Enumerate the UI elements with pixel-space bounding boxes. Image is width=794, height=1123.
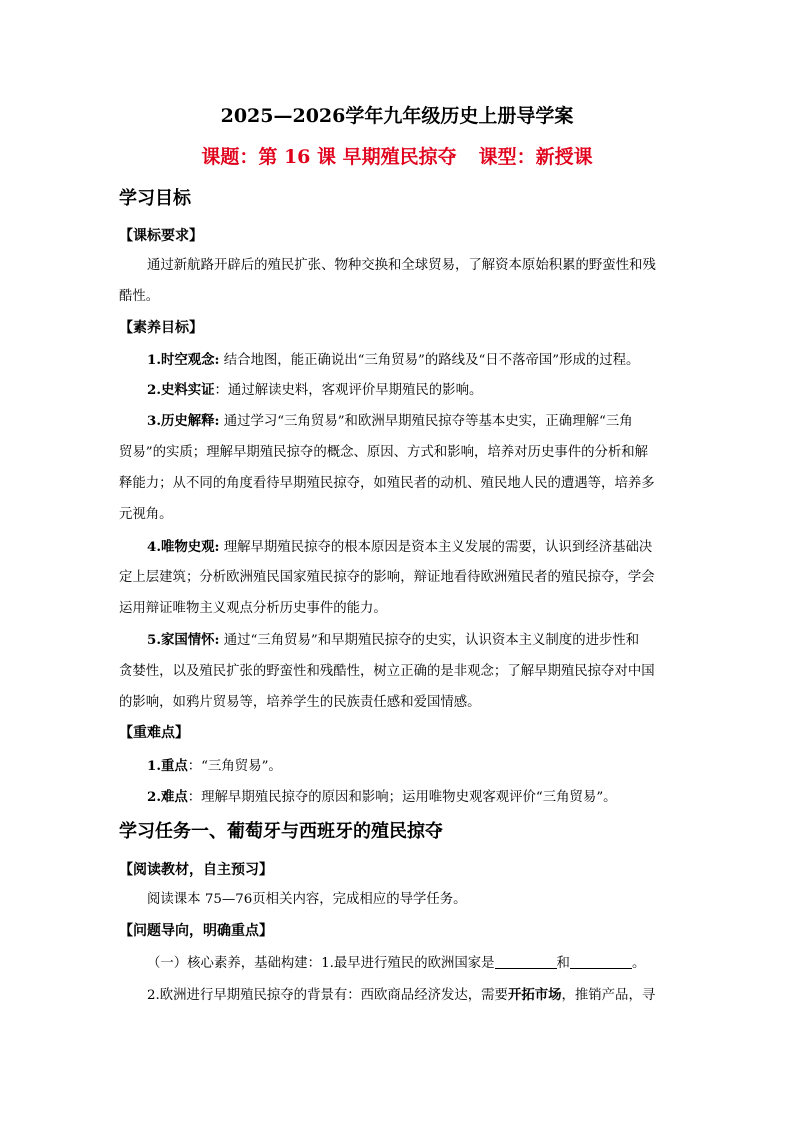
literacy-item-5 <box>147 630 679 651</box>
standard-text-line2: 酷性。 <box>119 289 160 304</box>
literacy-item-3-line3: 释能力；从不同的角度看待早期殖民掠夺，如殖民者的动机、殖民地人民的遭遇等，培养多 <box>119 476 655 491</box>
read-label: 【阅读教材，自主预习】 <box>119 862 273 878</box>
literacy-label: 【素养目标】 <box>119 320 203 336</box>
read-text: 阅读课本 75—76页相关内容，完成相应的导学任务。 <box>147 892 467 907</box>
literacy-item-4 <box>147 537 679 558</box>
literacy-item-5-lead: 5.家国情怀: <box>147 632 220 648</box>
literacy-item-5-line1: 通过“三角贸易”和早期殖民掠夺的史实，认识资本主义制度的进步性和 <box>219 633 640 648</box>
key-points-label: 【重难点】 <box>119 725 189 741</box>
standard-text-line1: 通过新航路开辟后的殖民扩张、物种交换和全球贸易，了解资本原始积累的野蛮性和残 <box>147 258 656 273</box>
literacy-item-3-lead: 3.历史解释: <box>147 413 220 429</box>
literacy-item-2-lead: 2.史料实证 <box>147 382 215 398</box>
lesson-topic: 课题：第 16 课 早期殖民掠夺 <box>201 146 457 168</box>
lesson-subtitle <box>0 144 794 170</box>
literacy-item-4-lead: 4.唯物史观: <box>147 539 220 555</box>
literacy-item-5-line3: 的影响，如鸦片贸易等，培养学生的民族责任感和爱国情感。 <box>119 695 481 710</box>
question-2-text2: ，推销产品，寻 <box>561 988 656 1003</box>
literacy-item-4-line1: 理解早期殖民掠夺的根本原因是资本主义发展的需要，认识到经济基础决 <box>219 540 653 555</box>
literacy-item-1-lead: 1.时空观念: <box>147 352 220 368</box>
literacy-item-2-text: ：通过解读史料，客观评价早期殖民的影响。 <box>214 383 483 398</box>
question-2-bold: 开拓市场 <box>507 987 562 1003</box>
literacy-item-3-line1: 通过学习“三角贸易”和欧洲早期殖民掠夺等基本史实，正确理解“三角 <box>219 414 633 429</box>
literacy-item-4-line3: 运用辩证唯物主义观点分析历史事件的能力。 <box>119 601 387 616</box>
question-1-and: 和 <box>556 956 570 971</box>
lesson-type: 课型：新授课 <box>478 146 593 168</box>
question-1-end: 。 <box>631 956 646 971</box>
literacy-item-1 <box>147 350 679 371</box>
section-heading-task1: 学习任务一、葡萄牙与西班牙的殖民掠夺 <box>119 821 443 842</box>
literacy-item-5-line2: 贪婪性，以及殖民扩张的野蛮性和残酷性，树立正确的是非观念；了解早期殖民掠夺对中国 <box>119 664 655 679</box>
key-point-2 <box>147 787 679 808</box>
key-point-1-text: ：“三角贸易”。 <box>187 759 282 774</box>
document-title: 2025—2026学年九年级历史上册导学案 <box>220 105 574 127</box>
literacy-item-3 <box>147 411 679 432</box>
question-1 <box>147 954 679 974</box>
key-point-1 <box>147 756 679 777</box>
literacy-item-4-line2: 定上层建筑；分析欧洲殖民国家殖民掠夺的影响，辩证地看待欧洲殖民者的殖民掠夺，学会 <box>119 570 655 585</box>
question-2 <box>147 985 679 1006</box>
answer-blank-2[interactable] <box>570 954 632 969</box>
guide-label: 【问题导向，明确重点】 <box>119 923 273 939</box>
literacy-item-1-text: 结合地图，能正确说出“三角贸易”的路线及“日不落帝国”形成的过程。 <box>219 353 640 368</box>
literacy-item-2 <box>147 380 679 401</box>
key-point-2-lead: 2.难点 <box>147 789 188 805</box>
literacy-item-3-line4: 元视角。 <box>119 507 173 522</box>
standard-label: 【课标要求】 <box>119 228 203 244</box>
question-2-text1: 2.欧洲进行早期殖民掠夺的背景有：西欧商品经济发达，需要 <box>147 988 508 1003</box>
literacy-item-3-line2: 贸易”的实质；理解早期殖民掠夺的概念、原因、方式和影响，培养对历史事件的分析和解 <box>119 445 649 460</box>
question-1-prefix: （一）核心素养，基础构建：1.最早进行殖民的欧洲国家是 <box>147 956 495 971</box>
key-point-1-lead: 1.重点 <box>147 758 188 774</box>
key-point-2-text: ：理解早期殖民掠夺的原因和影响；运用唯物史观客观评价“三角贸易”。 <box>187 790 617 805</box>
section-heading-objectives: 学习目标 <box>119 188 191 209</box>
answer-blank-1[interactable] <box>495 954 557 969</box>
